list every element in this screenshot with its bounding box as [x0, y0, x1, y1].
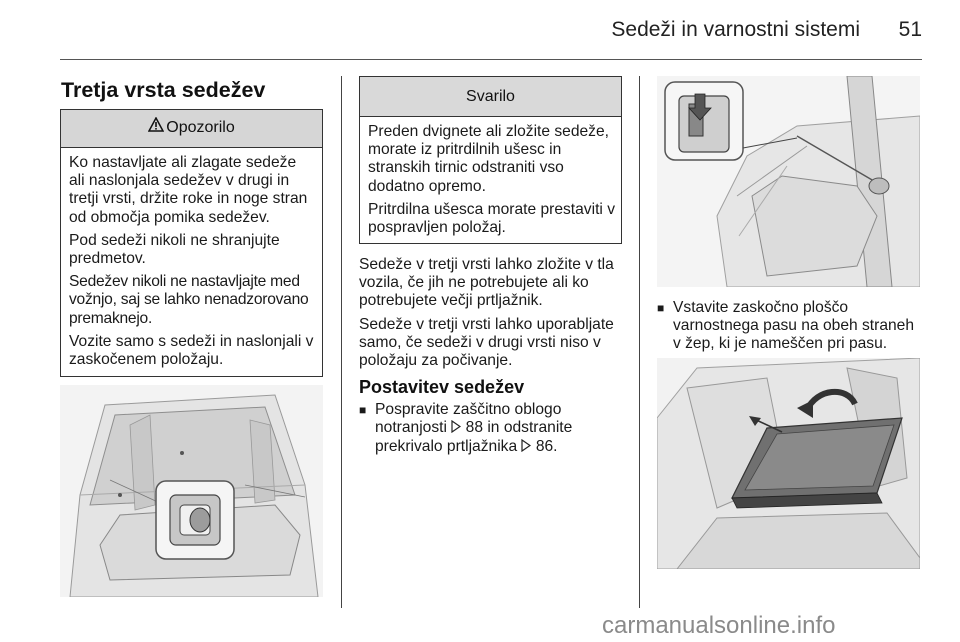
bullet-item	[359, 401, 624, 458]
warning-box-body	[61, 148, 322, 369]
cross-reference-icon	[451, 420, 461, 438]
caution-paragraph: Pritrdilna ušesca morate prestaviti v pospravljen položaj.	[368, 200, 615, 237]
middle-body-text	[359, 256, 624, 375]
trunk-rear-view-illustration	[60, 385, 323, 597]
subheading-seat-setup: Postavitev sedežev	[359, 377, 525, 397]
car-trunk-icon	[60, 385, 323, 597]
bullet-square-icon: ■	[657, 301, 665, 315]
caution-box	[359, 76, 622, 244]
caution-box-title: Svarilo	[466, 88, 515, 105]
cross-reference-page[interactable]: 86.	[535, 438, 558, 456]
warning-triangle-icon	[148, 110, 164, 146]
load-floor-cover-illustration	[657, 358, 920, 569]
caution-box-body	[360, 117, 621, 237]
section-title: Tretja vrsta sedežev	[61, 78, 266, 102]
caution-box-header	[360, 77, 621, 117]
bullet-text: Pospravite zaščitno oblogo notranjosti	[375, 401, 562, 437]
caution-paragraph: Preden dvignete ali zložite sedeže, morate iz pritrdilnih ušesc in stranskih tirnic odstraniti vso dodatno opremo.	[368, 123, 609, 195]
warning-paragraph: Pod sedeži nikoli ne shranjujte predmetov.	[69, 231, 280, 268]
column-divider-left	[341, 76, 342, 608]
column-divider-right	[639, 76, 640, 608]
cross-reference-icon	[521, 439, 531, 457]
bullet-text: in odstranite prekrivalo prtljažnika	[375, 419, 573, 456]
page-number: 51	[898, 18, 922, 41]
body-paragraph: Sedeže v tretji vrsti lahko uporabljate samo, če sedeži v drugi vrsti niso v položaju za počivanje.	[359, 315, 614, 370]
bullet-square-icon: ■	[359, 403, 367, 417]
warning-box	[60, 109, 323, 377]
warning-box-title: Opozorilo	[166, 119, 235, 137]
bullet-text: Vstavite zaskočno ploščo varnostnega pasu na obeh straneh v žep, ki je nameščen pri pasu.	[673, 299, 915, 353]
cargo-cover-icon	[657, 358, 920, 569]
cross-reference-page[interactable]: 88	[465, 419, 483, 437]
running-header-title: Sedeži in varnostni sistemi	[611, 18, 860, 41]
watermark: carmanualsonline.info	[602, 612, 836, 639]
seatbelt-pocket-illustration	[657, 76, 920, 287]
warning-paragraph: Vozite samo s sedeži in naslonjali v zaskočenem položaju.	[69, 332, 314, 369]
body-paragraph: Sedeže v tretji vrsti lahko zložite v tla vozila, če jih ne potrebujete ali ko potrebujete večji prtljažnik.	[359, 256, 614, 310]
seatbelt-icon	[657, 76, 920, 287]
header-rule	[60, 59, 922, 60]
warning-paragraph: Ko nastavljate ali zlagate sedeže ali naslonjala sedežev v drugi in tretji vrsti, držite roke in noge stran od območja pomika sedežev.	[69, 154, 308, 226]
warning-box-header	[61, 110, 322, 148]
warning-paragraph: Sedežev nikoli ne nastavljajte med vožnjo, saj se lahko nenadzorovano premaknejo.	[69, 273, 309, 327]
bullet-item	[657, 299, 922, 354]
